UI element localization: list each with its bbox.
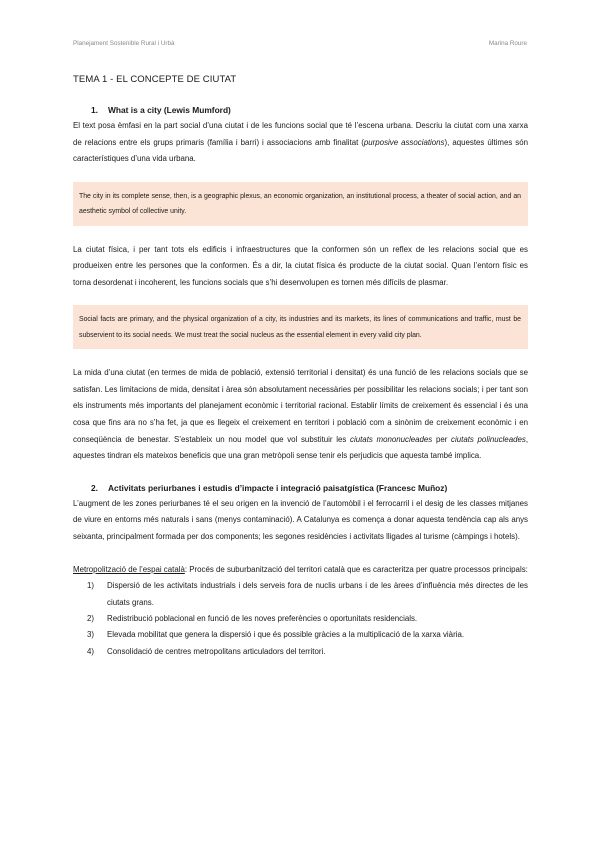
list-marker: 1) — [87, 581, 95, 591]
text-run: : Procés de suburbanització del territori català que es caracteritza per quatre processos principals: — [184, 564, 528, 574]
section-1-paragraph-1 — [73, 118, 528, 168]
list-item — [73, 627, 528, 643]
list-item — [73, 644, 528, 660]
metropolitzacio-paragraph — [73, 562, 528, 579]
text-run: , aquestes tindran els mateixos beneficis que una gran metròpoli sense tenir els perjudicis que aquesta també implica. — [73, 434, 529, 461]
list-item-text: Dispersió de les activitats industrials i dels serveis fora de nuclis urbans i de les àrees d’influència més directes de les ciutats grans. — [107, 581, 528, 607]
emphasis-text: ciutats polinucleades — [451, 434, 526, 444]
list-marker: 4) — [87, 646, 95, 656]
header-course-title: Planejament Sostenible Rural i Urbà — [73, 40, 175, 47]
section-1-paragraph-2: La ciutat física, i per tant tots els edificis i infraestructures que la conformen són un reflex de les relacions social que es produeixen entre les persones que la conformen. És a dir, la ciutat física és producte de la ciutat social. Quan l’entorn físic es torna desordenat i incoherent, les funcions socials que s’hi desenvolupen es tornen més difícils de plasmar. — [73, 244, 528, 287]
processes-list — [73, 578, 528, 660]
section-1-paragraph-3 — [73, 365, 528, 465]
section-2-heading — [73, 483, 528, 493]
metropolitzacio-term: Metropolització de l’espai català — [73, 564, 185, 574]
text-run: per — [432, 434, 452, 444]
text-run: ), aquestes últimes són característiques d’una vida urbana. — [73, 137, 529, 164]
header-author: Marina Roure — [488, 40, 527, 47]
document-body — [73, 74, 528, 660]
page-header — [73, 40, 527, 52]
text-run: El text posa èmfasi en la part social d’una ciutat i de les funcions social que té l’escena urbana. Descriu la ciutat com una xarxa de relacions entre els grups primaris (família i barri) i associacions amb finalitat ( — [73, 121, 528, 147]
quote-box-2: Social facts are primary, and the physical organization of a city, its industries and its markets, its lines of communications and traffic, must be subservient to its social needs. We must treat the social nucleus as the essential element in every valid city plan. — [73, 305, 528, 349]
section-2-paragraph-1: L’augment de les zones periurbanes té el seu origen en la invenció de l’automòbil i el ferrocarril i el desig de les classes mitjanes de viure en entorns més naturals i sans (menys contaminació). A Catalunya es comença a donar aquesta tendència cap als anys seixanta, principalment formada per dos components; les segones residències i activitats lligades al turisme (càmpings i hotels). — [73, 498, 528, 541]
list-marker: 3) — [87, 630, 95, 640]
list-item — [73, 611, 528, 627]
section-1-title: What is a city (Lewis Mumford) — [108, 105, 231, 115]
page-title: TEMA 1 - EL CONCEPTE DE CIUTAT — [73, 74, 237, 85]
list-marker: 2) — [87, 613, 95, 623]
list-item-text: Redistribució poblacional en funció de les noves preferències o oportunitats residencials. — [107, 613, 418, 623]
list-item-text: Elevada mobilitat que genera la dispersió i que és possible gràcies a la multiplicació de la xarxa viària. — [107, 630, 465, 640]
list-item-text: Consolidació de centres metropolitans articuladors del territori. — [107, 646, 326, 656]
quote-box-1: The city in its complete sense, then, is a geographic plexus, an economic organization, an institutional process, a theater of social action, and an aesthetic symbol of collective unity. — [73, 182, 528, 226]
text-run: La mida d’una ciutat (en termes de mida de població, extensió territorial i densitat) és una funció de les relacions socials que se satisfan. Les limitacions de mida, densitat i àrea són absolutament necessàries per possibilitar les relacions socials; i per tant son els instruments més importants del planejament econòmic i territorial racional. Establir límits de creixement és essencial i és una cosa que fins ara no s’ha fet, ja que es llegeix el creixement en territori i població com a sinònim de creixement econòmic i en conseqüència de benestar. S’estableix un nou model que vol substituir les — [73, 368, 528, 444]
section-2-number: 2. — [91, 482, 98, 493]
emphasis-text: ciutats mononucleades — [350, 434, 433, 444]
section-1-number: 1. — [91, 105, 98, 115]
emphasis-text: purposive associations — [363, 137, 445, 147]
section-2-title: Activitats periurbanes i estudis d’impacte i integració paisatgística (Francesc Muñoz) — [108, 482, 448, 493]
list-item — [73, 578, 528, 611]
section-1-heading — [73, 105, 528, 115]
